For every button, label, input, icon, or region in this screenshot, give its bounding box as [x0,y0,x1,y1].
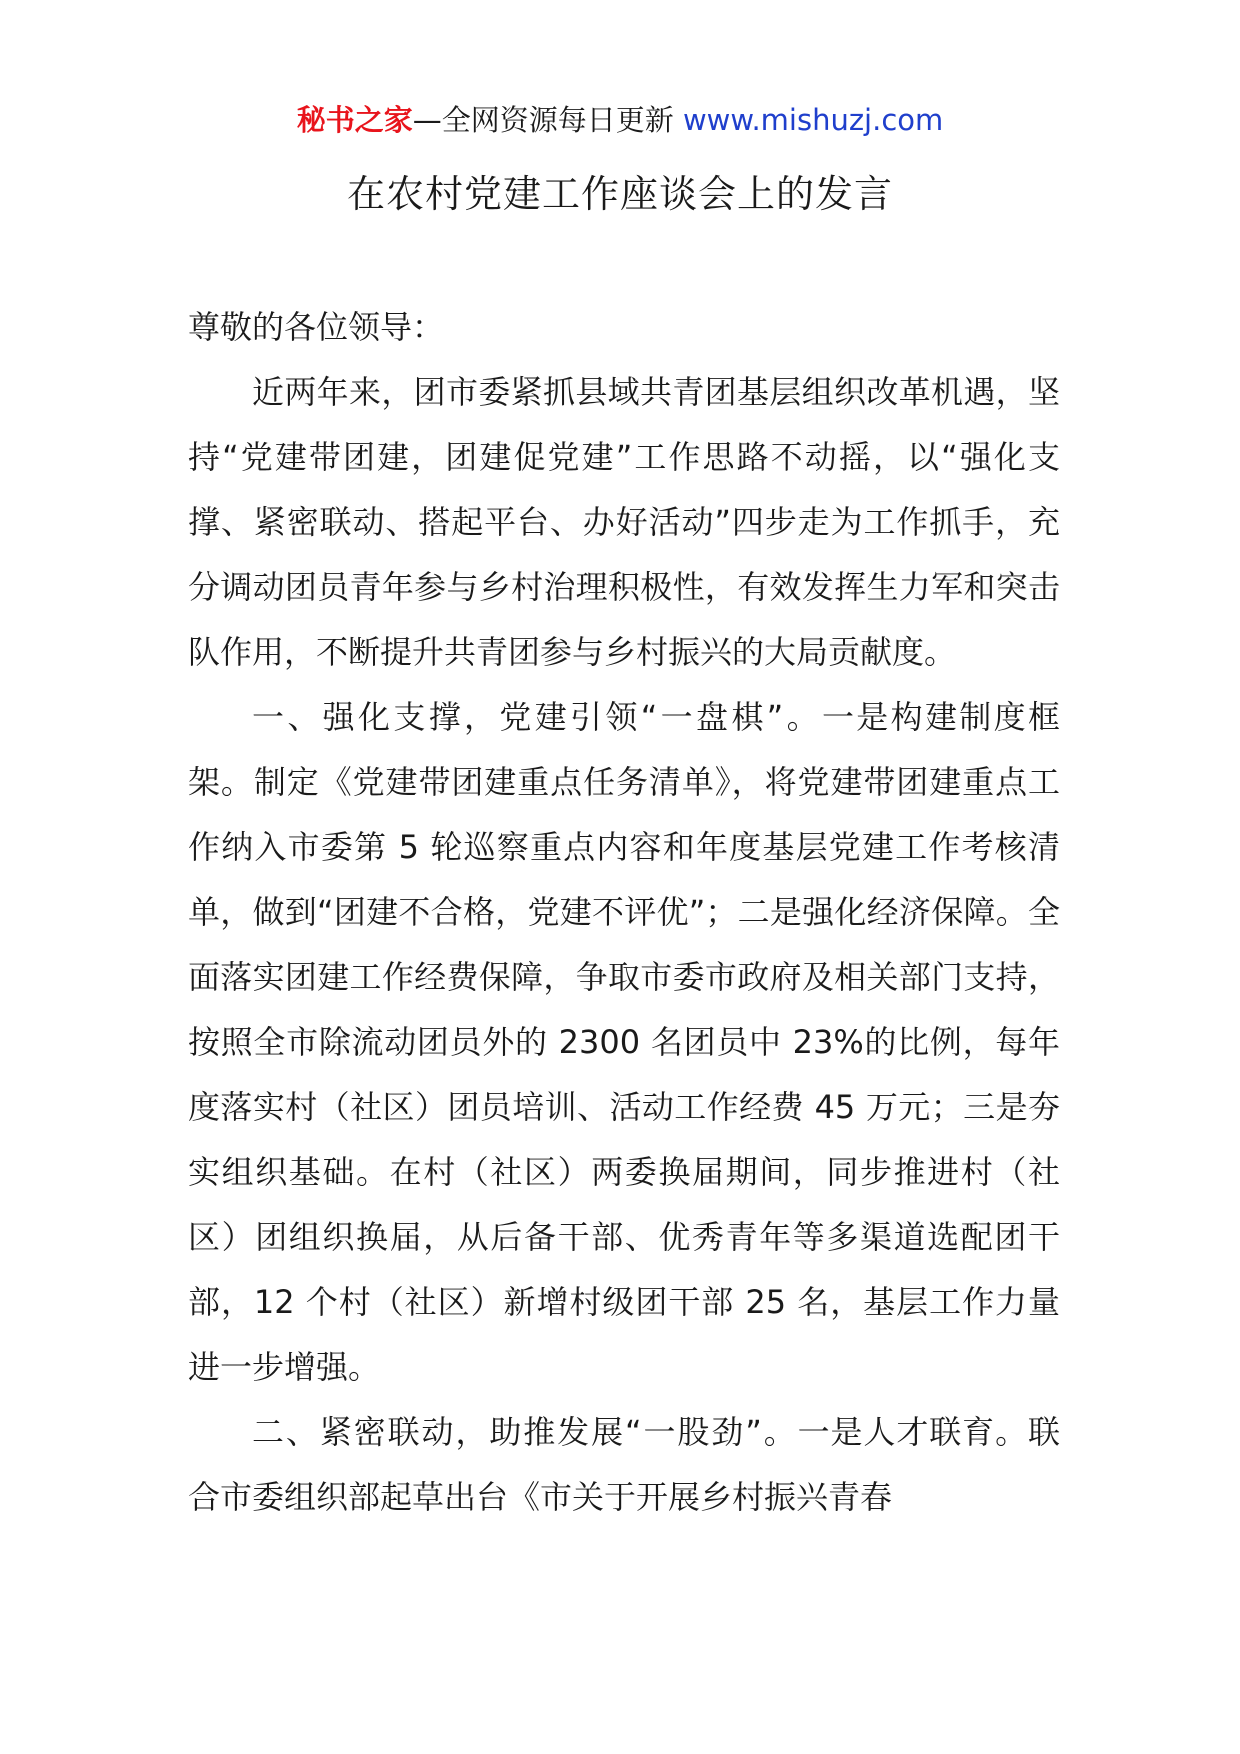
brand-name: 秘书之家 [296,103,413,137]
page-header [0,100,1240,140]
document-body [188,295,1060,1530]
paragraph-intro [188,360,1060,685]
paragraph-section-2 [188,1400,1060,1530]
section-heading: 一、强化支撑，党建引领“一盘棋”。 [252,698,822,736]
paragraph-text: 一是人才联育。联合市委组织部起草出台《市关于开展乡村振兴青春 [188,1413,1060,1516]
paragraph-text: 近两年来，团市委紧抓县域共青团基层组织改革机遇，坚持“党建带团建，团建促党建”工作思路不动摇，以“强化支撑、紧密联动、搭起平台、办好活动”四步走为工作抓手，充分调动团员青年参与乡村治理积极性，有效发挥生力军和突击队作用，不断提升共青团参与乡村振兴的大局贡献度。 [188,373,1060,671]
paragraph-text: 一是构建制度框架。制定《党建带团建重点任务清单》，将党建带团建重点工作纳入市委第 5 轮巡察重点内容和年度基层党建工作考核清单，做到“团建不合格，党建不评优”；二是强化经济保障。全面落实团建工作经费保障，争取市委市政府及相关部门支持，按照全市除流动团员外的 2300 名团员中 23%的比例，每年度落实村（社区）团员培训、活动工作经费 45 万元；三是夯实组织基础。在村（社区）两委换届期间，同步推进村（社区）团组织换届，从后备干部、优秀青年等多渠道选配团干部，12 个村（社区）新增村级团干部 25 名，基层工作力量进一步增强。 [188,698,1060,1386]
header-tagline: —全网资源每日更新 [412,103,683,137]
document-title: 在农村党建工作座谈会上的发言 [346,172,893,216]
salutation: 尊敬的各位领导： [188,308,445,346]
paragraph-section-1 [188,685,1060,1400]
site-url-link[interactable]: www.mishuzj.com [682,103,944,137]
section-heading: 二、紧密联动，助推发展“一股劲”。 [252,1413,798,1451]
